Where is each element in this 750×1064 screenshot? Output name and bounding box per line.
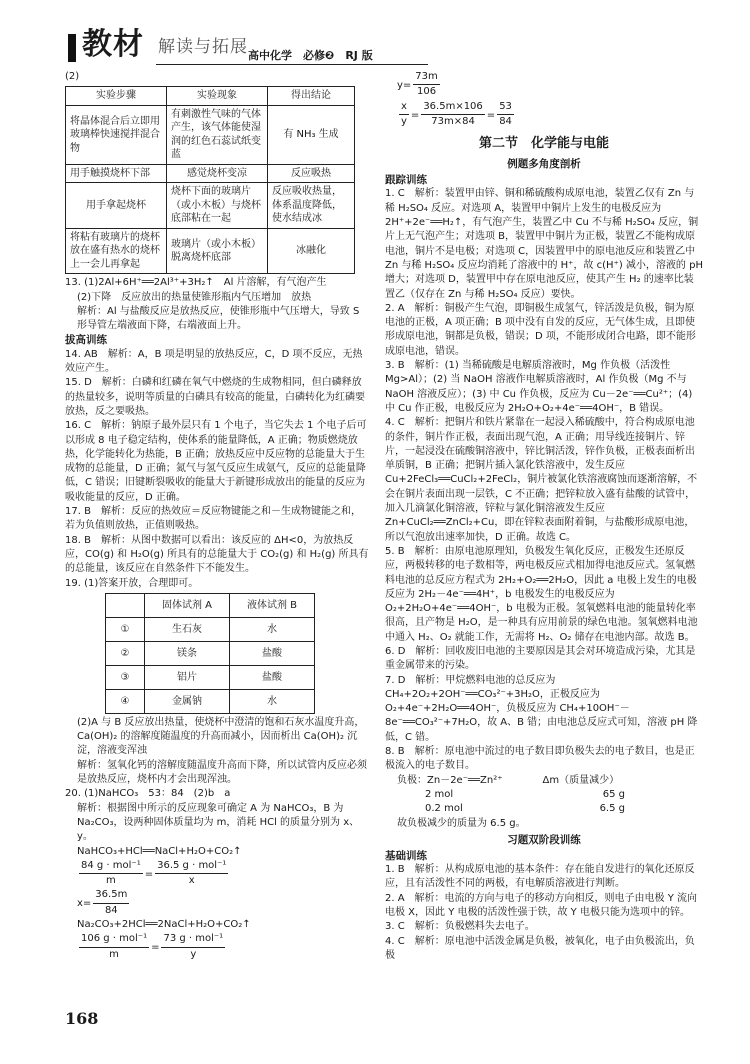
- header-title: 教材: [82, 27, 144, 62]
- table-cell: 感觉烧杯变凉: [167, 164, 268, 183]
- numerator: 36.5m×106: [421, 100, 484, 115]
- table-header: 液体试剂 B: [229, 593, 314, 617]
- q13-answer: 13. (1)2Al+6H⁺══2Al³⁺+3H₂↑ Al 片溶解，有气泡产生: [65, 277, 327, 289]
- table-cell: ③: [106, 665, 145, 689]
- table-header: [106, 593, 145, 617]
- fraction: [399, 100, 409, 130]
- fraction: [79, 859, 143, 889]
- q14-answer: 14. AB 解析：A，B 项是明显的放热反应，C，D 项不反应，无热效应产生。: [65, 348, 363, 375]
- numerator: 73m: [413, 70, 439, 85]
- a2-answer: 2. A 解析：铜极产生气泡，即铜极生成氢气，锌活泼是负极，铜为原电池的正极，A 项正确；B 项中没有自发的反应，无气体生成，且即使形成原电池，铜都是负极，错误；D 项，不能形成闭合电路，即不能形成原电池，错误。: [385, 302, 696, 357]
- section-title: 第二节 化学能与电能: [478, 136, 609, 152]
- a8-conclusion: 故负极减少的质量为 6.5 g。: [397, 817, 526, 829]
- table-row: [106, 665, 315, 689]
- a6-answer: 6. D 解析：回收废旧电池的主要原因是其会对环境造成污染，尤其是重金属带来的污染。: [385, 645, 696, 672]
- table-header: 实验步骤: [66, 87, 167, 106]
- table-cell: 将粘有玻璃片的烧杯放在盛有热水的烧杯上一会儿再拿起: [66, 228, 167, 274]
- numerator: 53: [497, 100, 514, 115]
- equation-2: Na₂CO₃+2HCl══2NaCl+H₂O+CO₂↑: [77, 918, 251, 930]
- a8-row: [385, 788, 625, 802]
- table-row: [66, 183, 355, 229]
- section-heading: 基础训练: [385, 849, 427, 862]
- denominator: m: [109, 948, 119, 960]
- fraction: [421, 100, 484, 130]
- table-cell: 水: [229, 689, 314, 713]
- fraction: [497, 100, 514, 130]
- denominator: 106: [416, 86, 437, 98]
- table-cell: 镁条: [145, 641, 230, 665]
- table-cell: 水: [229, 617, 314, 641]
- a8-value: 6.5 g: [599, 803, 625, 815]
- denominator: y: [401, 115, 407, 127]
- numerator: 84 g · mol⁻¹: [79, 859, 143, 874]
- q19-answer-2: (2)A 与 B 反应放出热量，使烧杯中澄清的饱和石灰水温度升高，Ca(OH)₂ 的溶解度随温度的升高而减小，因而析出 Ca(OH)₂ 沉淀，溶液变浑浊: [77, 716, 365, 757]
- denominator: y: [190, 948, 197, 960]
- a4-answer: 4. C 解析：把铜片和铁片紧靠在一起浸入稀硫酸中，符合构成原电池的条件，铜片作正极，表面出现气泡，A 正确；用导线连接铜片、锌片，一起浸没在硫酸铜溶液中，锌比铜活泼，锌作负极，正极表面析出单质铜，B 正确；把铜片插入氯化铁溶液中，发生反应 Cu+2FeCl₃══CuCl₂+2FeCl₂，铜片被氯化铁溶液腐蚀而逐渐溶解，不会在铜片表面出现一层铁，C 不正确；把锌粒放入盛有盐酸的试管中，加入几滴氯化铜溶液，锌粒与氯化铜溶液发生反应 Zn+CuCl₂══ZnCl₂+Cu，即在锌粒表面附着铜，与盐酸形成原电池，所以气泡放出速率加快，D 正确。故选 C。: [385, 417, 698, 543]
- numerator: 36.5m: [93, 888, 129, 903]
- table-cell: 冰融化: [268, 228, 355, 274]
- a8-answer: 8. B 解析：原电池中流过的电子数目即负极失去的电子数目，也是正极流入的电子数目。: [385, 746, 695, 772]
- header-meta: 高中化学 必修❷ RJ 版: [248, 49, 373, 62]
- y-label: y=: [397, 79, 412, 91]
- q13-answer-2: (2)下降 反应放出的热量使锥形瓶内气压增加 放热: [77, 291, 312, 303]
- table-cell: 铝片: [145, 665, 230, 689]
- q15-answer: 15. D 解析：白磷和红磷在氧气中燃烧的生成物相同，但白磷释放的热量较多，说明等质量的白磷具有较高的能量，白磷转化为红磷要放热，反之要吸热。: [65, 377, 365, 417]
- denominator: 73m×84: [431, 115, 475, 127]
- header-rule: [156, 64, 428, 65]
- table-row: [66, 164, 355, 183]
- q20-answer: 20. (1)NaHCO₃ 53：84 (2)b a: [65, 788, 231, 800]
- ratio-2: [65, 932, 370, 962]
- table-cell: 将晶体混合后立即用玻璃棒快速搅拌混合物: [66, 105, 167, 164]
- table-cell: 玻璃片（或小木板）脱离烧杯底部: [167, 228, 268, 274]
- denominator: x: [188, 875, 195, 887]
- a7-answer: 7. D 解析：甲烷燃料电池的总反应为 CH₄+2O₂+2OH⁻══CO₃²⁻+3H₂O，正极反应为 O₂+4e⁻+2H₂O══4OH⁻，负极反应为 CH₄+10OH⁻－8e⁻══CO₃²⁻+7H₂O，故 A、B 错；由电池总反应式可知，溶液 pH 降低，C 错。: [385, 674, 698, 743]
- table-row: [106, 641, 315, 665]
- fraction: [79, 932, 149, 962]
- table-cell: 盐酸: [229, 641, 314, 665]
- equals-sign: =: [410, 109, 420, 121]
- table-cell: 有 NH₃ 生成: [268, 105, 355, 164]
- ratio-1: [65, 859, 370, 889]
- numerator: 73 g · mol⁻¹: [161, 932, 225, 947]
- denominator: 84: [499, 115, 512, 127]
- right-column: [385, 70, 703, 963]
- left-column: [65, 70, 370, 962]
- q20-explanation: 解析：根据图中所示的反应现象可确定 A 为 NaHCO₃，B 为 Na₂CO₃，设两种固体质量均为 m，消耗 HCl 的质量分别为 x、y。: [77, 802, 360, 843]
- table-cell: ②: [106, 641, 145, 665]
- a3-answer: 3. B 解析：(1) 当稀硫酸是电解质溶液时，Mg 作负极（活泼性 Mg>Al）；(2) 当 NaOH 溶液作电解质溶液时，Al 作负极（Mg 不与 NaOH 溶液反应）；(3) 中 Cu 作负极，反应为 Cu－2e⁻══Cu²⁺；(4) 中 Cu 作正极，电极反应为 2H₂O+O₂+4e⁻══4OH⁻，B 错误。: [385, 360, 693, 414]
- b3-answer: 3. C 解析：负极燃料失去电子。: [385, 921, 535, 933]
- b2-answer: 2. A 解析：电流的方向与电子的移动方向相反，则电子由电极 Y 流向电极 X，因此 Y 电极的活泼性强于铁，故 Y 电极只能为选项中的锌。: [385, 892, 698, 919]
- table-row: [106, 617, 315, 641]
- fraction: [155, 859, 228, 889]
- solve-x: [65, 888, 370, 918]
- a1-answer: 1. C 解析：装置甲由锌、铜和稀硫酸构成原电池，装置乙仅有 Zn 与稀 H₂SO₄ 反应。对选项 A，装置甲中铜片上发生的电极反应为 2H⁺+2e⁻══H₂↑，有气泡产生，装置乙中 Cu 不与稀 H₂SO₄ 反应，铜片上无气泡产生；对选项 B，装置甲中铜片为正极，装置乙不能构成原电池，铜片不是电极；对选项 C，因装置甲中的原电池反应和装置乙中 Zn 与稀 H₂SO₄ 反应均消耗了溶液中的 H⁺，故 c(H⁺) 减小，溶液的 pH 增大；对选项 D，装置甲中存在原电池反应，使其产生 H₂ 的速率比装置乙（仅存在 Zn 与稀 H₂SO₄ 反应）要快。: [385, 188, 703, 300]
- a5-answer: 5. B 解析：由原电池原理知，负极发生氧化反应，正极发生还原反应，两极转移的电子数相等，两电极反应式相加得电池反应式。氢氧燃料电池的总反应方程式为 2H₂+O₂══2H₂O，因此 a 电极上发生的电极反应为 2H₂－4e⁻══4H⁺，b 电极发生的电极反应为 O₂+2H₂O+4e⁻══4OH⁻，b 电极为正极。氢氧燃料电池的能量转化率很高，且产物是 H₂O，是一种具有应用前景的绿色电池。氢氧燃料电池中通入 H₂、O₂ 就能工作，无需将 H₂、O₂ 储存在电池内部。故选 B。: [385, 545, 698, 643]
- table-cell: 用手触摸烧杯下部: [66, 164, 167, 183]
- subsection-title: 例题多角度剖析: [507, 158, 581, 171]
- denominator: m: [105, 875, 116, 887]
- fraction: [93, 888, 129, 918]
- table-cell: ④: [106, 689, 145, 713]
- table-header: 得出结论: [268, 87, 355, 106]
- q19-explanation: 解析：氢氧化钙的溶解度随温度升高而下降，所以试管内反应必须是放热反应，烧杯内才会出现浑浊。: [77, 759, 367, 786]
- experiment-table: [65, 86, 355, 274]
- equals-sign: =: [486, 109, 496, 121]
- ratio-xy: [385, 100, 703, 130]
- table-cell: 生石灰: [145, 617, 230, 641]
- q19-answer: 19. (1)答案开放，合理即可。: [65, 577, 199, 589]
- page-header: [68, 24, 378, 66]
- table-cell: 金属钠: [145, 689, 230, 713]
- equation-1: NaHCO₃+HCl══NaCl+H₂O+CO₂↑: [77, 845, 242, 857]
- section-heading: 跟踪训练: [385, 174, 427, 187]
- numerator: 106 g · mol⁻¹: [79, 932, 149, 947]
- b4-answer: 4. C 解析：原电池中活泼金属是负极，被氧化，电子由负极流出，负极: [385, 935, 695, 961]
- a8-value: 0.2 mol: [425, 803, 463, 815]
- numerator: 36.5 g · mol⁻¹: [155, 859, 228, 874]
- table-cell: 有刺激性气味的气体产生，该气体能使湿润的红色石蕊试纸变蓝: [167, 105, 268, 164]
- denominator: 84: [104, 904, 118, 916]
- page-number: 168: [65, 1009, 99, 1028]
- table-row: [66, 228, 355, 274]
- equals-sign: =: [151, 942, 160, 954]
- x-label: x=: [77, 898, 92, 910]
- q18-answer: 18. B 解析：从图中数据可以看出：该反应的 ΔH<0，为放热反应，CO(g) 和 H₂O(g) 所具有的总能量大于 CO₂(g) 和 H₂(g) 所具有的总能量，该反应在自然条件下不能发生。: [65, 534, 369, 575]
- table-cell: 反应吸收热量，体系温度降低，使水结成冰: [268, 183, 355, 229]
- header-bar: [68, 34, 76, 62]
- table-cell: 烧杯下面的玻璃片（或小木板）与烧杯底部粘在一起: [167, 183, 268, 229]
- a8-row: [385, 802, 625, 816]
- a8-equation: 负极：Zn－2e⁻══Zn²⁺ Δm（质量减少）: [397, 774, 620, 786]
- section-heading: 拔高训练: [65, 334, 107, 347]
- table-cell: 反应吸热: [268, 164, 355, 183]
- fraction: [413, 70, 439, 100]
- table-cell: ①: [106, 617, 145, 641]
- q13-explanation: 解析：Al 与盐酸反应是放热反应，使锥形瓶中气压增大，导致 S 形导管左端液面下降，右端液面上升。: [77, 305, 360, 332]
- q16-answer: 16. C 解析：钠原子最外层只有 1 个电子，当它失去 1 个电子后可以形成 8 电子稳定结构，使体系的能量降低，A 正确；物质燃烧放热，化学能转化为热能，B 正确；放热反应中反应物的总能量大于生成物的总能量，D 正确；氮气与氢气反应生成氨气，反应的总能量降低，C 错误；旧键断裂吸收的能量大于新键形成放出的能量的反应为吸收能量的反应，D 正确。: [65, 420, 367, 503]
- subsection-title: 习题双阶段训练: [507, 833, 581, 846]
- table-header: 固体试剂 A: [145, 593, 230, 617]
- solve-y: [385, 70, 703, 100]
- b1-answer: 1. B 解析：从构成原电池的基本条件：存在能自发进行的氧化还原反应，且有活泼性不同的两极，有电解质溶液进行判断。: [385, 864, 695, 890]
- table-cell: 盐酸: [229, 665, 314, 689]
- reagent-table: [105, 593, 315, 714]
- table-row: [66, 105, 355, 164]
- fraction: [161, 932, 225, 962]
- q12-part2: (2): [65, 71, 80, 82]
- table-cell: 用手拿起烧杯: [66, 183, 167, 229]
- a8-value: 65 g: [602, 788, 625, 800]
- equals-sign: =: [144, 868, 154, 880]
- table-row: [106, 689, 315, 713]
- header-subtitle: 解读与拓展: [158, 37, 248, 57]
- a8-value: 2 mol: [425, 788, 454, 800]
- numerator: x: [399, 100, 409, 115]
- q17-answer: 17. B 解析：反应的热效应＝反应物键能之和－生成物键能之和，若为负值则放热，正值则吸热。: [65, 506, 361, 532]
- table-header: 实验现象: [167, 87, 268, 106]
